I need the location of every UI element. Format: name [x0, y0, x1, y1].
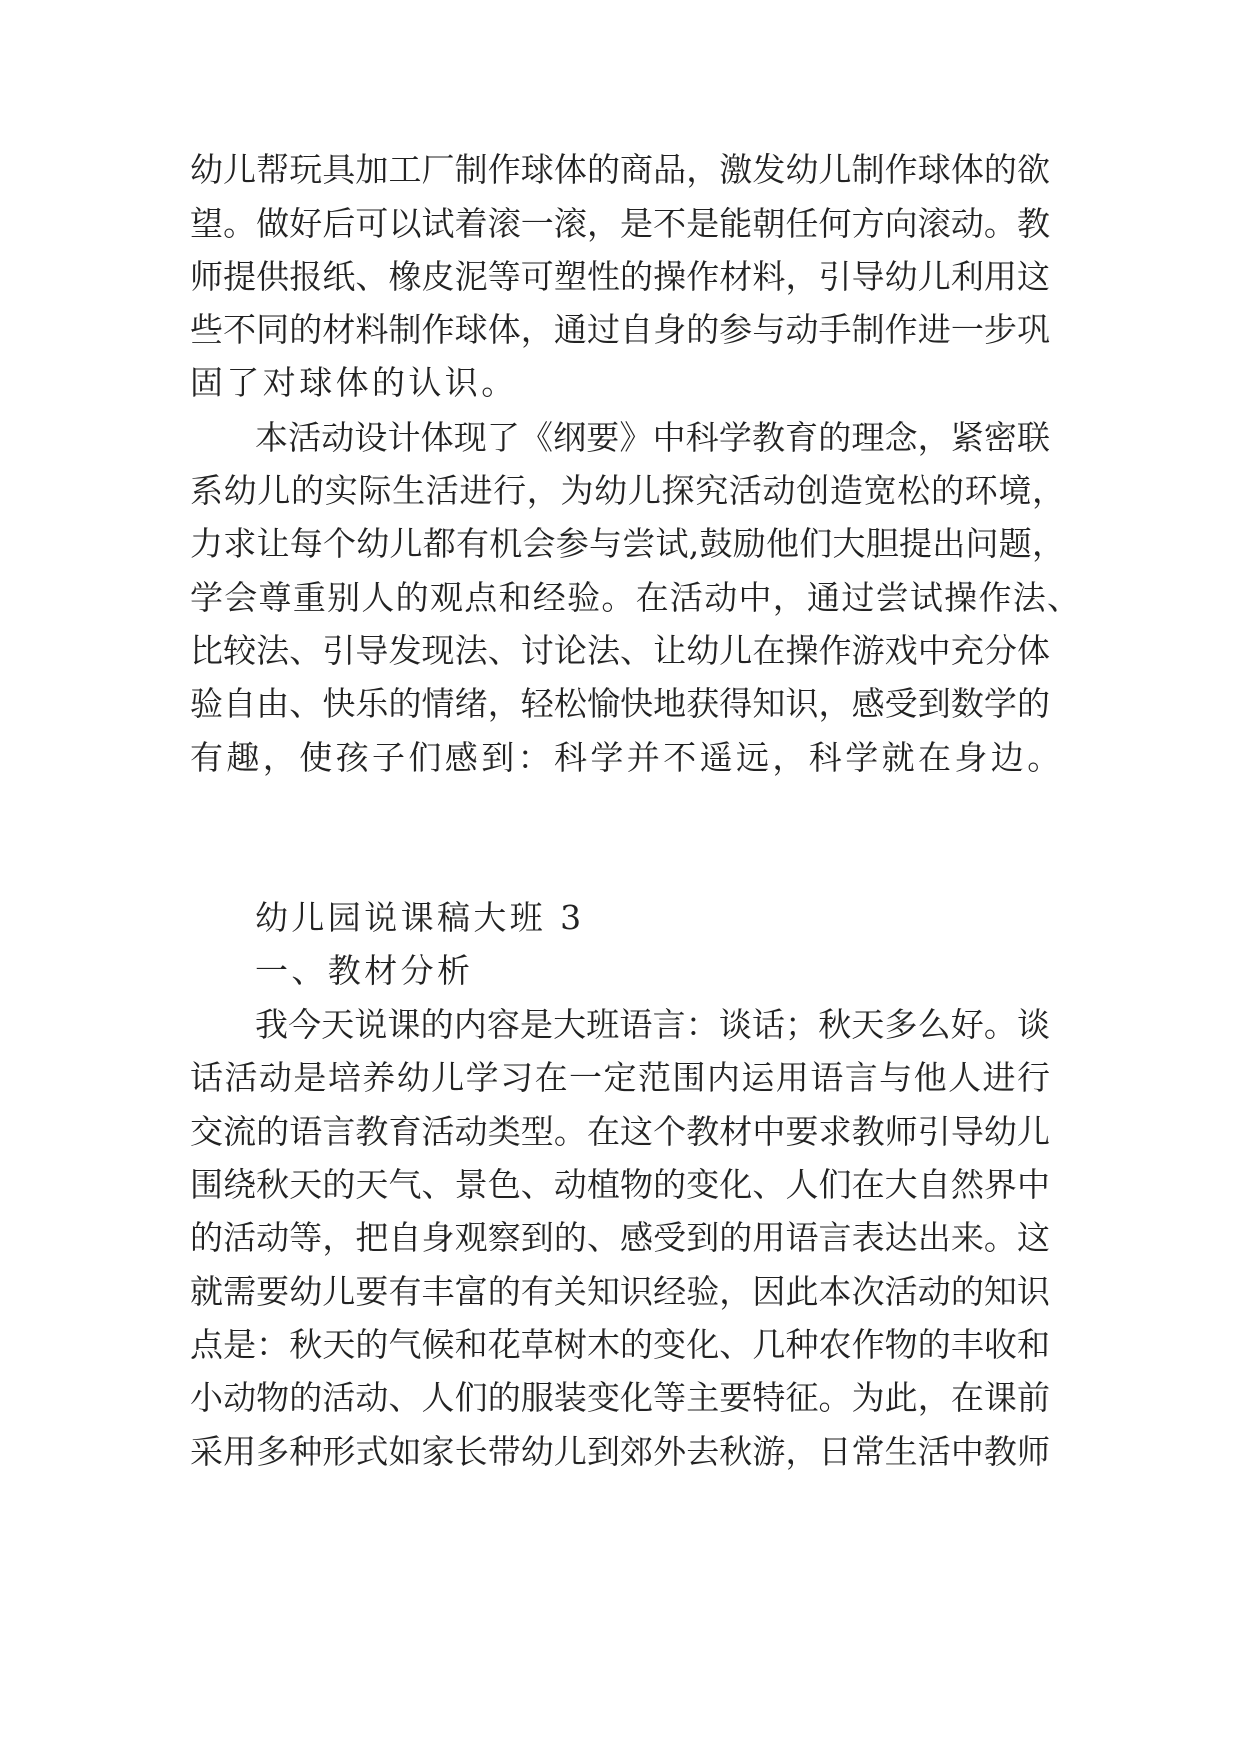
text-line: 就需要幼儿要有丰富的有关知识经验，因此本次活动的知识 — [190, 1272, 1050, 1311]
text-line: 固了对球体的认识。 — [190, 363, 518, 402]
text-line: 系幼儿的实际生活进行，为幼儿探究活动创造宽松的环境， — [190, 471, 1065, 510]
section-title: 幼儿园说课稿大班 3 — [255, 898, 585, 937]
paragraph-first-line: 我今天说课的内容是大班语言：谈话；秋天多么好。谈 — [255, 1005, 1050, 1044]
text-line: 力求让每个幼儿都有机会参与尝试,鼓励他们大胆提出问题， — [190, 524, 1065, 563]
text-line: 话活动是培养幼儿学习在一定范围内运用语言与他人进行 — [190, 1058, 1050, 1097]
text-line: 些不同的材料制作球体，通过自身的参与动手制作进一步巩 — [190, 310, 1050, 349]
text-line: 采用多种形式如家长带幼儿到郊外去秋游，日常生活中教师 — [190, 1432, 1050, 1471]
text-line: 学会尊重别人的观点和经验。在活动中，通过尝试操作法、 — [190, 578, 1080, 617]
text-line: 点是：秋天的气候和花草树木的变化、几种农作物的丰收和 — [190, 1325, 1050, 1364]
text-line: 比较法、引导发现法、讨论法、让幼儿在操作游戏中充分体 — [190, 631, 1050, 670]
text-line: 师提供报纸、橡皮泥等可塑性的操作材料，引导幼儿利用这 — [190, 257, 1050, 296]
text-line: 小动物的活动、人们的服装变化等主要特征。为此，在课前 — [190, 1378, 1050, 1417]
text-line: 的活动等，把自身观察到的、感受到的用语言表达出来。这 — [190, 1218, 1050, 1257]
text-line: 幼儿帮玩具加工厂制作球体的商品，激发幼儿制作球体的欲 — [190, 150, 1050, 189]
text-line: 验自由、快乐的情绪，轻松愉快地获得知识，感受到数学的 — [190, 684, 1050, 723]
paragraph-first-line: 本活动设计体现了《纲要》中科学教育的理念，紧密联 — [255, 418, 1050, 457]
section-heading: 一、教材分析 — [255, 951, 474, 990]
text-line: 围绕秋天的天气、景色、动植物的变化、人们在大自然界中 — [190, 1165, 1050, 1204]
text-line: 望。做好后可以试着滚一滚，是不是能朝任何方向滚动。教 — [190, 204, 1050, 243]
text-line: 有趣，使孩子们感到：科学并不遥远，科学就在身边。 — [190, 738, 1064, 777]
text-line: 交流的语言教育活动类型。在这个教材中要求教师引导幼儿 — [190, 1112, 1050, 1151]
